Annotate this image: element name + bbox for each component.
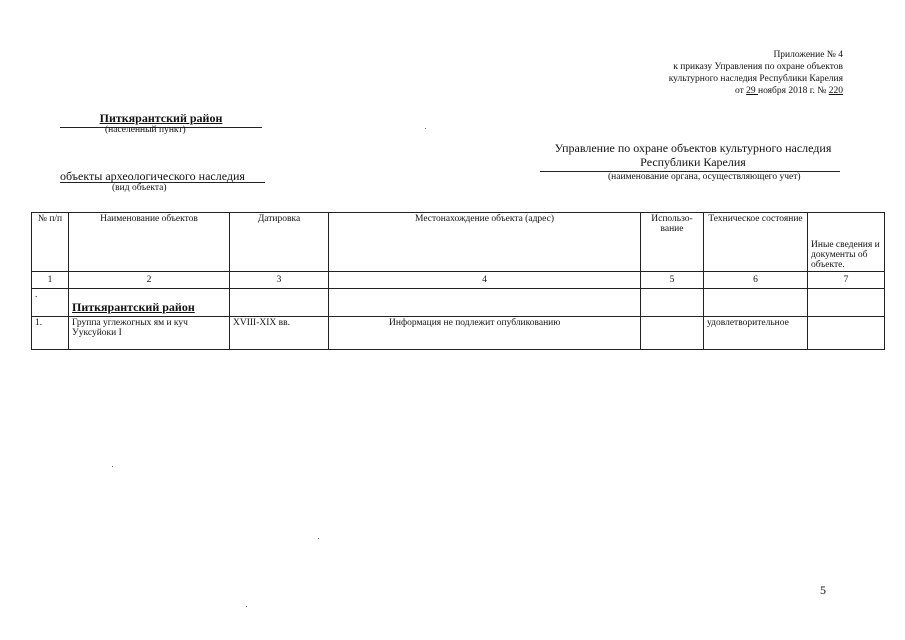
objects-table bbox=[31, 212, 885, 350]
settlement-value: Питкярантский район bbox=[99, 111, 223, 125]
header-other: Иные сведения и документы об объекте. bbox=[808, 213, 885, 272]
row-name: Группа углежогных ям и куч Ууксуйоки I bbox=[69, 317, 230, 350]
column-number-row bbox=[32, 272, 885, 289]
date-middle: ноября 2018 г. № bbox=[758, 86, 829, 96]
header-location: Местонахождение объекта (адрес) bbox=[329, 213, 641, 272]
date-prefix: от bbox=[734, 86, 747, 96]
col-number: 2 bbox=[69, 272, 230, 289]
row-location: Информация не подлежит опубликованию bbox=[329, 317, 641, 350]
scan-speck bbox=[425, 128, 426, 129]
table-header-row bbox=[32, 213, 885, 272]
col-number: 6 bbox=[704, 272, 808, 289]
scan-speck bbox=[318, 538, 319, 539]
row-condition: удовлетворительное bbox=[704, 317, 808, 350]
col-number: 5 bbox=[641, 272, 704, 289]
header-condition: Техническое состояние bbox=[704, 213, 808, 272]
organ-line-1: Управление по охране объектов культурного наследия bbox=[554, 141, 832, 155]
object-type-caption: (вид объекта) bbox=[112, 183, 167, 193]
appendix-date-line bbox=[669, 85, 843, 97]
scan-speck bbox=[112, 466, 113, 467]
col-number: 1 bbox=[32, 272, 69, 289]
col-number: 4 bbox=[329, 272, 641, 289]
header-usage: Использо-вание bbox=[641, 213, 704, 272]
row-other bbox=[808, 317, 885, 350]
appendix-title: Приложение № 4 bbox=[773, 50, 843, 60]
appendix-order-line: к приказу Управления по охране объектов bbox=[673, 62, 843, 72]
date-day: 29 bbox=[746, 86, 758, 96]
row-number: 1. bbox=[32, 317, 69, 350]
organ-caption: (наименование органа, осуществляющего учет) bbox=[608, 172, 801, 182]
row-dating: XVIII-XIX вв. bbox=[230, 317, 329, 350]
scan-speck bbox=[246, 606, 247, 607]
settlement-caption: (населенный пункт) bbox=[105, 125, 186, 135]
appendix-authority-line: культурного наследия Республики Карелия bbox=[668, 74, 843, 84]
section-row bbox=[32, 289, 885, 317]
section-title: Питкярантский район bbox=[69, 289, 230, 317]
organ-line-2: Республики Карелия bbox=[640, 155, 746, 169]
header-dating: Датировка bbox=[230, 213, 329, 272]
table-row bbox=[32, 317, 885, 350]
row-usage bbox=[641, 317, 704, 350]
header-number: № п/п bbox=[32, 213, 69, 272]
order-number: 220 bbox=[828, 86, 843, 96]
page-number: 5 bbox=[820, 583, 826, 597]
section-marker: . bbox=[32, 289, 69, 317]
header-name: Наименование объектов bbox=[69, 213, 230, 272]
col-number: 3 bbox=[230, 272, 329, 289]
appendix-header bbox=[669, 49, 843, 97]
object-type-value: объекты археологического наследия bbox=[60, 169, 245, 183]
organ-name bbox=[538, 141, 848, 169]
col-number: 7 bbox=[808, 272, 885, 289]
